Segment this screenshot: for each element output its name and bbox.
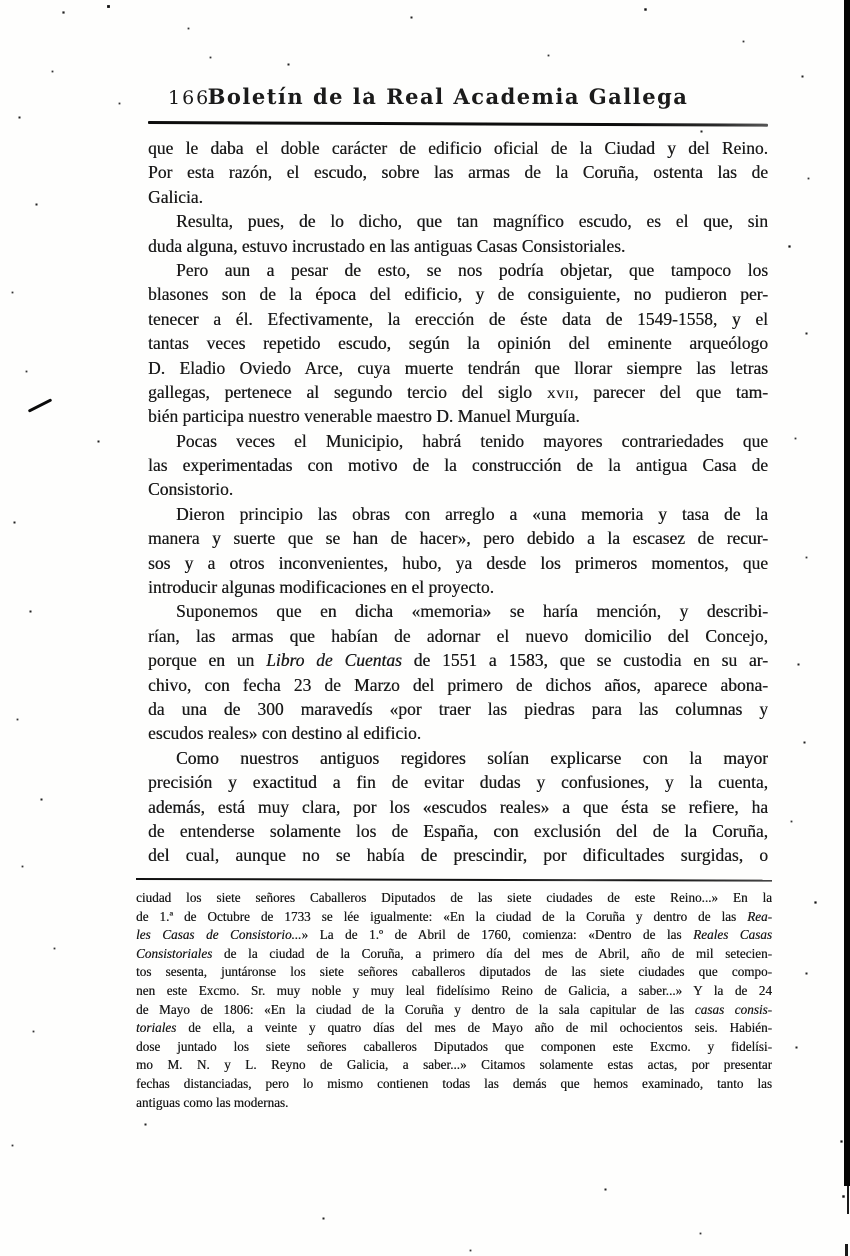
text-run: xvii xyxy=(546,381,575,402)
text-run: manera y suerte que se han de hacer», pero debido a la escasez de recur- xyxy=(148,528,768,549)
text-run: de 1.ª de Octubre de 1733 se lée igualmente: «En la ciudad de la Coruña y dentro de las xyxy=(136,908,748,924)
text-run: además, está muy clara, por los «escudos reales» a que ésta se refiere, ha xyxy=(148,796,768,817)
text-run: les Casas de Consistorio... xyxy=(136,927,302,943)
text-run: fechas distanciadas, pero lo mismo contienen todas las demás que hemos examinado, tanto las xyxy=(136,1075,772,1091)
text-line xyxy=(148,477,768,501)
text-line xyxy=(148,843,768,867)
text-line xyxy=(148,673,768,697)
text-line xyxy=(148,526,768,550)
text-line xyxy=(148,185,768,209)
text-run: que le daba el doble carácter de edificio oficial de la Ciudad y del Reino. xyxy=(148,138,768,158)
text-run: » La de 1.º de Abril de 1760, comienza: «Dentro de las xyxy=(301,927,694,943)
text-run: Como nuestros antiguos regidores solían explicarse con la mayor xyxy=(176,747,768,768)
text-line xyxy=(148,404,768,428)
text-run: de 1551 a 1583, que se custodia en su ar- xyxy=(401,650,768,671)
text-run: antiguas como las modernas. xyxy=(136,1094,289,1110)
text-line xyxy=(136,926,772,945)
text-run: Consistoriales xyxy=(136,945,213,961)
text-line xyxy=(136,945,772,964)
pen-slash-mark xyxy=(28,398,53,412)
text-run: Reales Casas xyxy=(693,927,772,943)
text-run: ciudad los siete señores Caballeros Diputados de las siete ciudades de este Reino...» En la xyxy=(136,890,772,905)
text-line xyxy=(148,258,768,282)
text-run: Por esta razón, el escudo, sobre las armas de la Coruña, ostenta las de xyxy=(148,162,768,183)
text-run: de la ciudad de la Coruña, a primero día del mes de Abril, año de mil setecien- xyxy=(212,945,772,961)
text-run: Dieron principio las obras con arreglo a «una memoria y tasa de la xyxy=(176,503,768,524)
text-line xyxy=(136,908,772,927)
text-line xyxy=(148,575,768,599)
text-line xyxy=(148,331,768,355)
text-run: bién participa nuestro venerable maestro D. Manuel Murguía. xyxy=(148,406,580,427)
text-run: precisión y exactitud a fin de evitar dudas y confusiones, y la cuenta, xyxy=(148,772,768,793)
header-rule xyxy=(148,121,768,127)
text-line xyxy=(148,356,768,380)
scan-edge-band xyxy=(844,0,850,1186)
text-run: tenecer a él. Efectivamente, la erección de éste data de 1549-1558, y el xyxy=(148,308,768,329)
text-run: tos sesenta, juntáronse los siete señores caballeros diputados de las siete ciudades que compo- xyxy=(136,964,772,980)
text-run: Suponemos que en dicha «memoria» se haría mención, y describi- xyxy=(176,601,768,622)
text-line xyxy=(148,160,768,184)
text-line xyxy=(148,819,768,843)
text-line xyxy=(148,624,768,648)
body-text xyxy=(148,136,768,868)
scan-edge-fragment xyxy=(847,1186,849,1214)
text-run: Rea- xyxy=(747,908,772,924)
text-run: nen este Excmo. Sr. muy noble y muy leal fidelísimo Reino de Galicia, a saber...» Y la de 24 xyxy=(136,982,772,998)
text-line xyxy=(148,721,768,745)
text-run: gallegas, pertenece al segundo tercio del siglo xyxy=(148,381,547,402)
text-run: sos y a otros inconvenientes, hubo, ya desde los primeros momentos, que xyxy=(148,552,768,573)
text-run: porque en un xyxy=(148,650,267,671)
text-line xyxy=(148,599,768,623)
text-run: escudos reales» con destino al edificio. xyxy=(148,723,422,744)
text-line xyxy=(148,746,768,770)
text-line xyxy=(136,1001,772,1020)
text-line xyxy=(148,282,768,306)
text-line xyxy=(148,770,768,794)
text-run: toriales xyxy=(136,1020,177,1036)
text-run: blasones son de la época del edificio, y de consiguiente, no pudieron per- xyxy=(148,284,768,305)
text-run: Pocas veces el Municipio, habrá tenido mayores contrariedades que xyxy=(176,430,768,451)
text-line xyxy=(148,307,768,331)
text-run: Consistorio. xyxy=(148,479,234,500)
text-run: de ella, a veinte y quatro días del mes de Mayo año de mil ochocientos seis. Habién- xyxy=(176,1020,772,1036)
text-run: Pero aun a pesar de esto, se nos podría objetar, que tampoco los xyxy=(176,259,768,280)
text-run: duda alguna, estuvo incrustado en las antiguas Casas Consistoriales. xyxy=(148,235,626,256)
text-run: Galicia. xyxy=(148,186,203,207)
text-run: , parecer del que tam- xyxy=(574,381,768,402)
text-line xyxy=(136,963,772,982)
text-line xyxy=(136,982,772,1001)
text-run: D. Eladio Oviedo Arce, cuya muerte tendrán que llorar siempre las letras xyxy=(148,357,768,378)
text-line xyxy=(148,209,768,233)
text-line xyxy=(136,1094,772,1113)
text-line xyxy=(136,1038,772,1057)
text-line xyxy=(148,380,768,404)
footnote-separator-rule xyxy=(136,878,772,882)
text-line xyxy=(148,502,768,526)
scan-edge-fragment xyxy=(845,1244,848,1256)
text-run: tantas veces repetido escudo, según la opinión del eminente arqueólogo xyxy=(148,333,768,354)
text-line xyxy=(148,795,768,819)
text-line xyxy=(148,429,768,453)
text-run: rían, las armas que habían de adornar el nuevo domicilio del Concejo, xyxy=(148,625,768,646)
text-line xyxy=(136,1019,772,1038)
text-line xyxy=(148,136,768,160)
text-run: de Mayo de 1806: «En la ciudad de la Coruña y dentro de la sala capitular de las xyxy=(136,1001,695,1017)
text-line xyxy=(136,889,772,908)
text-run: casas consis- xyxy=(694,1001,772,1017)
footnote-text xyxy=(136,889,772,1112)
text-run: da una de 300 maravedís «por traer las piedras para las columnas y xyxy=(148,698,768,719)
scan-noise-specks xyxy=(0,0,1,1)
text-line xyxy=(148,234,768,258)
text-run: Resulta, pues, de lo dicho, que tan magnífico escudo, es el que, sin xyxy=(176,211,768,232)
text-line xyxy=(148,648,768,672)
text-line xyxy=(148,697,768,721)
text-run: dose juntado los siete señores caballeros Diputados que componen este Excmo. y fidelísi- xyxy=(136,1038,772,1054)
page-number: 166 xyxy=(168,87,211,109)
text-run: mo M. N. y L. Reyno de Galicia, a saber...» Citamos solamente estas actas, por presentar xyxy=(136,1057,772,1073)
text-run: del cual, aunque no se había de prescindir, por dificultades surgidas, o xyxy=(148,845,768,866)
text-line xyxy=(136,1056,772,1075)
text-run: chivo, con fecha 23 de Marzo del primero de dichos años, aparece abona- xyxy=(148,674,768,695)
running-head xyxy=(148,84,768,116)
text-line xyxy=(148,453,768,477)
journal-title: Boletín de la Real Academia Gallega xyxy=(207,84,689,109)
text-line xyxy=(148,551,768,575)
text-run: las experimentadas con motivo de la construcción de la antigua Casa de xyxy=(148,455,768,476)
text-line xyxy=(136,1075,772,1094)
text-run: Libro de Cuentas xyxy=(266,650,402,671)
text-run: de entenderse solamente los de España, con exclusión del de la Coruña, xyxy=(148,820,768,841)
text-run: introducir algunas modificaciones en el proyecto. xyxy=(148,577,494,598)
